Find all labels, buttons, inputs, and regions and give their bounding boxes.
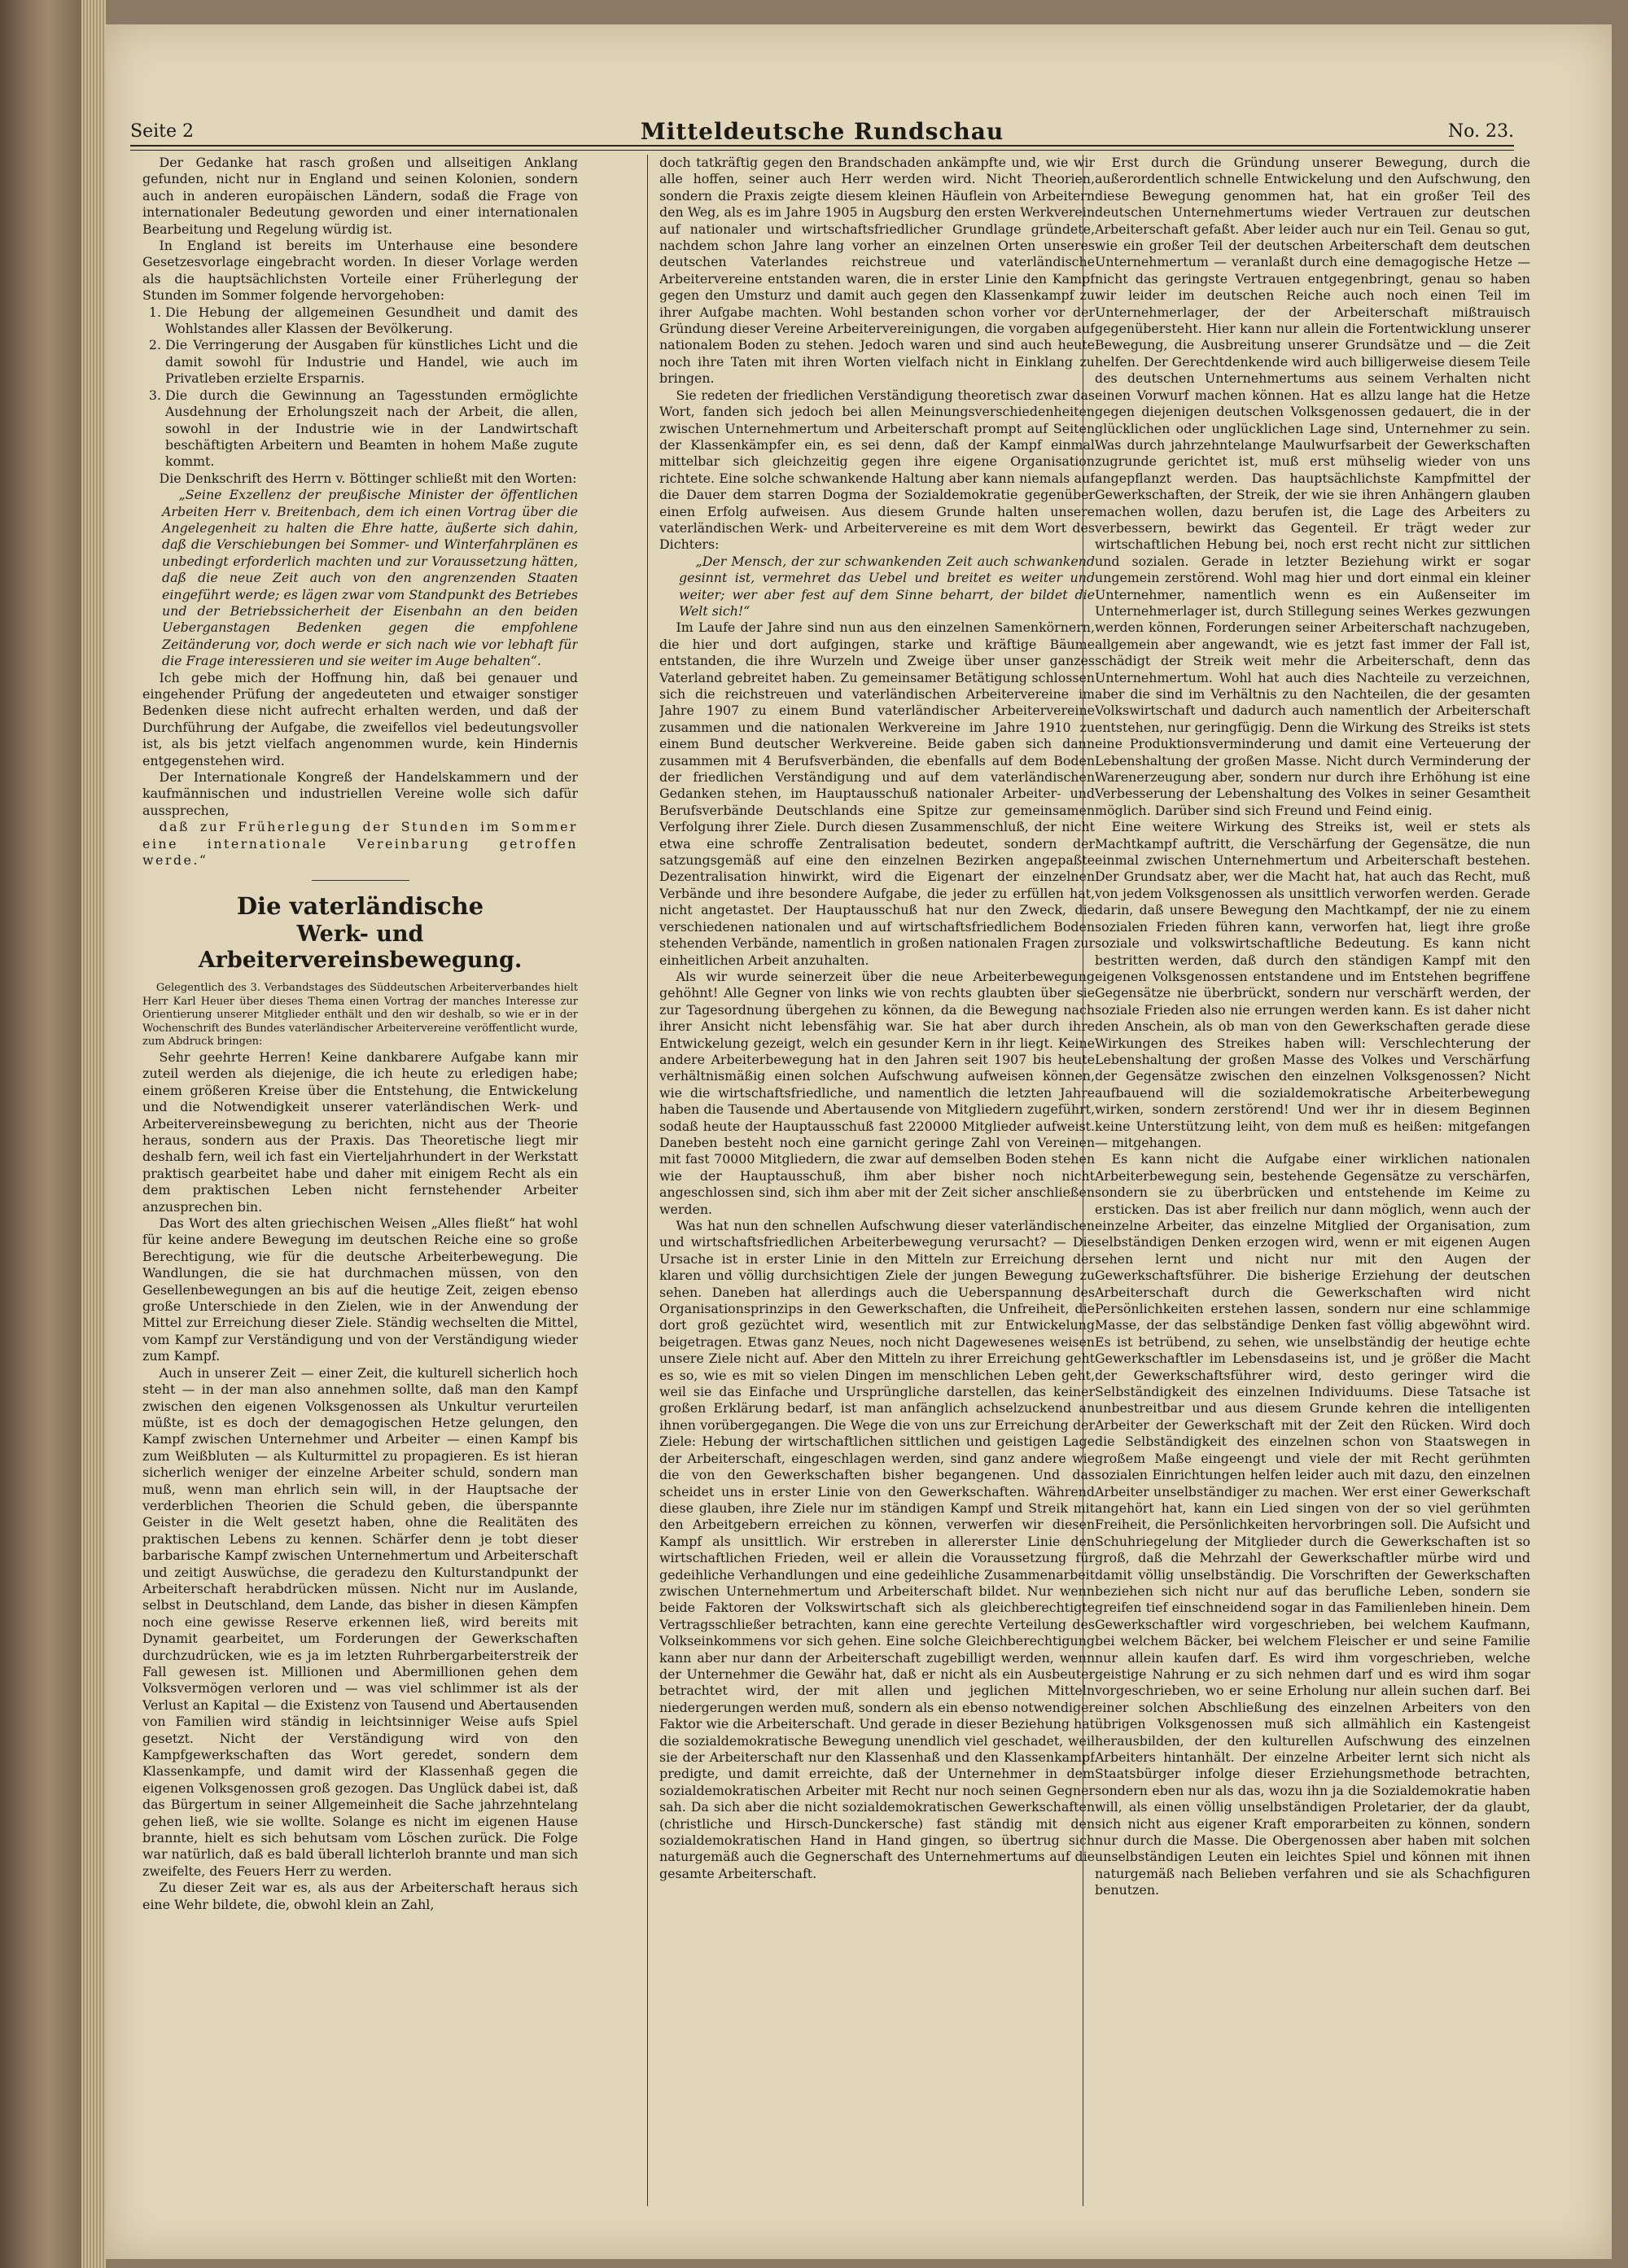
column-2 (659, 155, 1095, 2214)
list-item: 3. Die durch die Gewinnung an Tagesstunden ermöglichte Ausdehnung der Erholungszeit nach der Arbeit, die allen, sowohl in der Industrie wie in der Landwirtschaft beschäftigten Arbeitern und Beamten in hohem Maße zugute kommt. (165, 387, 578, 471)
paragraph: Das Wort des alten griechischen Weisen „Alles fließt“ hat wohl für keine andere Bewegung im deutschen Reiche eine so große Berechtigung, wie für die deutsche Arbeiterbewegung. Die Wandlungen, die sie hat durchmachen müssen, von den Gesellenbewegungen an bis auf die heutige Zeit, zeigen ebenso große Unterschiede in den Zielen, wie in der Anwendung der Mittel zur Erreichung dieser Ziele. Ständig wechselten die Mittel, vom Kampf zur Verständigung und von der Verständigung wieder zum Kampf. (142, 1215, 578, 1364)
article-intro: Gelegentlich des 3. Verbandstages des Süddeutschen Arbeiterverbandes hielt Herr Karl Heuer über dieses Thema einen Vortrag der manches Interesse zur Orientierung unserer Mitglieder enthält und den wir deshalb, so wie er in der Wochenschrift des Bundes vaterländischer Arbeitervereine veröffentlicht wurde, zum Abdruck bringen: (142, 982, 578, 1049)
masthead-title: Mitteldeutsche Rundschau (640, 118, 1004, 145)
paragraph: Ich gebe mich der Hoffnung hin, daß bei genauer und eingehender Prüfung der angedeuteten und etwaiger sonstiger Bedenken diese nicht aufrecht erhalten werden, und daß der Durchführung der Aufgabe, die zweifellos viel bedeutungsvoller ist, als bis jetzt vielfach angenommen wurde, kein Hindernis entgegenstehen wird. (142, 669, 578, 768)
column-divider (647, 155, 648, 2206)
paragraph: Auch in unserer Zeit — einer Zeit, die kulturell sicherlich hoch steht — in der man also annehmen sollte, daß man den Kampf zwischen den eigenen Volksgenossen als Unkultur verurteilen müßte, ist es doch der demagogischen Hetze gelungen, den Kampf zwischen Unternehmer und Arbeiter — einen Kampf bis zum Weißbluten — als Kulturmittel zu propagieren. Es ist hieran sicherlich weniger der einzelne Arbeiter schuld, sondern man muß, wenn man ehrlich sein will, in der Hauptsache der verderblichen Theorien die Schuld geben, die überspannte Geister in die Welt gesetzt haben, ohne die Realitäten des praktischen Lebens zu kennen. Schärfer denn je tobt dieser barbarische Kampf zwischen Unternehmertum und Arbeiterschaft und zeitigt Auswüchse, die geradezu den Kulturstandpunkt der Arbeiterschaft herabdrücken müssen. Nicht nur im Auslande, selbst in Deutschland, dem Lande, das bisher in diesen Kämpfen noch eine gewisse Reserve erkennen ließ, wird bereits mit Dynamit gearbeitet, um Forderungen der Gewerkschaften durchzudrücken, wie es ja im letzten Ruhrbergarbeiterstreik der Fall gewesen ist. Millionen und Abermillionen gehen dem Volksvermögen verloren und — was viel schlimmer ist als der Verlust an Kapital — die Existenz von Tausend und Abertausenden von Familien wird ständig in leichtsinniger Weise aufs Spiel gesetzt. Nicht der Verständigung wird von den Kampfgewerkschaften das Wort geredet, sondern dem Klassenkampfe, und damit wird der Klassenhaß gegen die eigenen Volksgenossen groß gezogen. Das Unglück dabei ist, daß das Bürgertum in seiner Allgemeinheit die Sache jahrzehntelang gehen ließ, wie sie wollte. Solange es nicht im eigenen Hause brannte, hielt es sich behutsam vom Löschen zurück. Die Folge war natürlich, daß es bald überall lichterloh brannte und man sich zweifelte, des Feuers Herr zu werden. (142, 1364, 578, 1879)
paragraph: Was hat nun den schnellen Aufschwung dieser vaterländischen und wirtschaftsfriedlichen Arbeiterbewegung verursacht? — Die Ursache ist in erster Linie in den Mitteln zur Erreichung der klaren und völlig durchsichtigen Ziele der jungen Bewegung zu sehen. Daneben hat allerdings auch die Ueberspannung des Organisationsprinzips in den Gewerkschaften, die Unfreiheit, die dort groß gezüchtet wird, wesentlich mit zur Entwickelung beigetragen. Etwas ganz Neues, noch nicht Dagewesenes weisen unsere Ziele nicht auf. Aber den Mitteln zu ihrer Erreichung geht es so, wie es mit so vielen Dingen im menschlichen Leben geht, weil sie das Einfache und Ursprüngliche darstellen, das keiner großen Erklärung bedarf, ist man anfänglich achselzuckend an ihnen vorübergegangen. Die Wege die von uns zur Erreichung der Ziele: Hebung der wirtschaftlichen sittlichen und geistigen Lage der Arbeiterschaft, eingeschlagen werden, sind ganz andere wie die von den Gewerkschaften bisher begangenen. Und das scheidet uns in erster Linie von den Gewerkschaften. Während diese glauben, ihre Ziele nur im ständigen Kampf und Streik mit den Arbeitgebern erreichen zu können, verwerfen wir diesen Kampf als unsittlich. Wir erstreben in allererster Linie den wirtschaftlichen Frieden, weil er allein die Voraussetzung für gedeihliche Verhandlungen und eine gedeihliche Zusammenarbeit zwischen Unternehmertum und Arbeiterschaft bildet. Nur wenn beide Faktoren der Volkswirtschaft sich als gleichberechtigte Vertragsschließer betrachten, kann eine gerechte Verteilung des Volkseinkommens vor sich gehen. Eine solche Gleichberechtigung kann aber nur dann der Arbeiterschaft zugebilligt werden, wenn der Unternehmer die Gewähr hat, daß er nicht als ein Ausbeuter betrachtet wird, der mit allen und jeglichen Mitteln niedergerungen werden muß, sondern als ein ebenso notwendiger Faktor wie die Arbeiterschaft. Und gerade in dieser Beziehung hat die sozialdemokratische Bewegung unendlich viel geschadet, weil sie der Arbeiterschaft nur den Klassenhaß und den Klassenkampf predigte, und damit erreichte, daß der Unternehmer in dem sozialdemokratischen Arbeiter mit Recht nur noch seinen Gegner sah. Da sich aber die nicht sozialdemokratischen Gewerkschaften (christliche und Hirsch-Dunckersche) fast ständig mit den sozialdemokratischen Hand in Hand gingen, so übertrug sich naturgemäß auch die Gegnerschaft des Unternehmertums auf die gesamte Arbeiterschaft. (659, 1218, 1095, 1881)
paragraph: Im Laufe der Jahre sind nun aus den einzelnen Samenkörnern, die hier und dort aufgingen, starke und kräftige Bäume entstanden, die ihre Wurzeln und Zweige über unser ganzes Vaterland gebreitet haben. Zu gemeinsamer Betätigung schlossen sich die reichstreuen und vaterländischen Arbeitervereine im Jahre 1907 zu einem Bund vaterländischer Arbeitervereine zusammen und die nationalen Werkvereine im Jahre 1910 zu einem Bund deutscher Werkvereine. Beide gaben sich dann zusammen mit 4 Berufsverbänden, die ebenfalls auf dem Boden der friedlichen Verständigung und auf dem vaterländischen Gedanken stehen, im Hauptausschuß nationaler Arbeiter- und Berufsverbände Deutschlands eine Spitze zur gemeinsamen Verfolgung ihrer Ziele. Durch diesen Zusammenschluß, der nicht etwa eine schroffe Zentralisation bedeutet, sondern der satzungsgemäß auf eine den einzelnen Bezirken angepaßte Dezentralisation hinwirkt, wird die Eigenart der einzelnen Verbände und ihre besondere Aufgabe, die jeder zu erfüllen hat, nicht angetastet. Der Hauptausschuß hat nur den Zweck, die verschiedenen nationalen und auf wirtschaftsfriedlichem Boden stehenden Verbände, namentlich in großen nationalen Fragen zur einheitlichen Arbeit anzuhalten. (659, 620, 1095, 968)
article-headline-line2: Werk- und Arbeitervereinsbewegung. (198, 922, 523, 974)
list-item: 1. Die Hebung der allgemeinen Gesundheit und damit des Wohlstandes aller Klassen der Bevölkerung. (165, 304, 578, 338)
paragraph: In England ist bereits im Unterhause eine besondere Gesetzesvorlage eingebracht worden. In dieser Vorlage werden als die hauptsächlichsten Vorteile einer Früherlegung der Stunden im Sommer folgende hervorgehoben: (142, 238, 578, 304)
resolution-text: daß zur Früherlegung der Stunden im Sommer eine internationale Vereinbarung getroffen werde.“ (142, 819, 578, 869)
paragraph: Zu dieser Zeit war es, als aus der Arbeiterschaft heraus sich eine Wehr bildete, die, obwohl klein an Zahl, (142, 1880, 578, 1912)
paragraph: Eine weitere Wirkung des Streiks ist, weil er stets als Machtkampf auftritt, die Verschärfung der Gegensätze, die nun einmal zwischen Unternehmertum und Arbeiterschaft bestehen. Der Grundsatz aber, wer die Macht hat, hat auch das Recht, muß von jedem Volksgenossen als unsittlich verworfen werden. Gerade darin, daß unsere Bewegung den Machtkampf, der nie zu einem sozialen Frieden führen kann, verworfen hat, liegt ihre große soziale und volkswirtschaftliche Bedeutung. Es kann nicht bestritten werden, daß durch den ständigen Kampf mit den eigenen Volksgenossen entstandene und im Entstehen begriffene Gegensätze nie überbrückt, sondern nur verschärft werden, der soziale Frieden also nie errungen werden kann. Es ist daher nicht den Anschein, als ob man von den Gewerkschaften gerade diese Wirkungen des Streikes haben will: Verschlechterung der Lebenshaltung der großen Masse des Volkes und Verschärfung der Gegensätze zwischen den einzelnen Volksgenossen? Nicht aufbauend will die sozialdemokratische Arbeiterbewegung wirken, sondern zerstörend! Und wer ihr in diesem Beginnen keine Unterstützung leiht, von dem muß es heißen: mitgefangen — mitgehangen. (1095, 819, 1530, 1150)
paragraph: Es kann nicht die Aufgabe einer wirklichen nationalen Arbeiterbewegung sein, bestehende Gegensätze zu verschärfen, sondern sie zu überbrücken und entstehende im Keime zu ersticken. Das ist aber freilich nur dann möglich, wenn auch der einzelne Arbeiter, das einzelne Mitglied der Organisation, zum selbständigen Denken erzogen wird, wenn er mit eigenen Augen sehen lernt und nicht nur mit den Augen der Gewerkschaftsführer. Die bisherige Erziehung der deutschen Arbeiterschaft durch die Gewerkschaften wird nicht Persönlichkeiten erstehen lassen, sondern nur eine schlammige Masse, der das selbständige Denken fast völlig abgewöhnt wird. Es ist betrübend, zu sehen, wie unselbständig der heutige echte Gewerkschaftler im Lebensdaseins ist, und je größer die Macht der Gewerkschaftsführer wird, desto geringer wird die Selbständigkeit des einzelnen Individuums. Diese Tatsache ist unbestreitbar und aus diesem Grunde kehren die intelligenten Arbeiter der Gewerkschaft mit der Zeit den Rücken. Wird doch die Selbständigkeit des einzelnen schon von Staatswegen in großem Maße eingeengt und viele der mit Recht gerühmten sozialen Einrichtungen helfen leider auch mit dazu, den einzelnen Arbeiter unselbständiger zu machen. Wer erst einer Gewerkschaft angehört hat, kann ein Lied singen von der so viel gerühmten Freiheit, die Persönlichkeiten hervorbringen soll. Die Aufsicht und Schuhriegelung der Mitglieder durch die Gewerkschaften ist so groß, daß die Mehrzahl der Gewerkschaftler mürbe wird und damit völlig unselbständig. Die Vorschriften der Gewerkschaften beziehen sich nicht nur auf das berufliche Leben, sondern sie greifen tief einschneidend sogar in das Familienleben hinein. Dem Gewerkschaftler wird vorgeschrieben, bei welchem Kaufmann, bei welchem Bäcker, bei welchem Fleischer er und seine Familie nur allein kaufen darf. Es wird ihm vorgeschrieben, welche geistige Nahrung er zu sich nehmen darf und es wird ihm sogar vorgeschrieben, wo er seine Erholung nur allein suchen darf. Bei einer solchen Abschließung des einzelnen Arbeiters von den übrigen Volksgenossen muß sich allmählich ein Kastengeist herausbilden, der den kulturellen Aufschwung des einzelnen Arbeiters hintanhält. Der einzelne Arbeiter lernt sich nicht als Staatsbürger infolge dieser Erziehungsmethode betrachten, sondern eben nur als das, wozu ihn ja die Sozialdemokratie haben will, als einen völlig unselbständigen Proletarier, der da glaubt, sich nicht aus eigener Kraft emporarbeiten zu können, sondern nur durch die Masse. Die Obergenossen aber haben mit solchen unselbständigen Leuten ein leichtes Spiel und können mit ihnen naturgemäß nach Belieben verfahren und sie als Schachfiguren benutzen. (1095, 1151, 1530, 1898)
column-1 (142, 155, 578, 2214)
page-edges (81, 0, 106, 2268)
column-3 (1095, 155, 1530, 2214)
paragraph: Erst durch die Gründung unserer Bewegung, durch die außerordentlich schnelle Entwickelung und den Aufschwung, den diese Bewegung genommen hat, hat ein großer Teil des deutschen Unternehmertums wieder Vertrauen zur deutschen Arbeiterschaft gefaßt. Aber leider auch nur ein Teil. Genau so gut, wie ein großer Teil der deutschen Arbeiterschaft dem deutschen Unternehmertum — veranlaßt durch eine demagogische Hetze — nicht das geringste Vertrauen entgegenbringt, genau so haben wir leider im deutschen Reiche auch noch einen Teil im Unternehmerlager, der der Arbeiterschaft mißtrauisch gegenübersteht. Hier kann nur allein die Fortentwicklung unserer Bewegung, die Ausbreitung unserer Grundsätze und — die Zeit helfen. Der Gerechtdenkende wird auch billigerweise diesem Teile des deutschen Unternehmertums aus seinem Verhalten nicht einen Vorwurf machen können. Hat es allzu lange hat die Hetze gegen diejenigen deutschen Volksgenossen gedauert, die in der glücklichen oder unglücklichen Lage sind, Unternehmer zu sein. Was durch jahrzehntelange Maulwurfsarbeit der Gewerkschaften zugrunde gerichtet ist, muß erst mühselig wieder von uns angepflanzt werden. Das hauptsächlichste Kampfmittel der Gewerkschaften, der Streik, der wie sie ihren Anhängern glauben machen wollen, dazu berufen ist, die Lage des Arbeiters zu verbessern, bewirkt das Gegenteil. Er trägt weder zur wirtschaftlichen Hebung bei, noch erst recht nicht zur sittlichen und sozialen. Gerade in letzter Beziehung wirkt er sogar ungemein zerstörend. Wohl mag hier und dort einmal ein kleiner Unternehmer, namentlich wenn es ein Außenseiter im Unternehmerlager ist, durch Stillegung seines Werkes gezwungen werden können, Forderungen seiner Arbeiterschaft nachzugeben, allgemein aber angewandt, wie es jetzt fast immer der Fall ist, schädigt der Streik weit mehr die Arbeiterschaft, denn das Unternehmertum. Wohl hat auch dies Nachteile zu verzeichnen, aber die sind im Verhältnis zu den Nachteilen, die der gesamten Volkswirtschaft und dadurch auch namentlich der Arbeiterschaft entstehen, nur geringfügig. Denn die Wirkung des Streiks ist stets eine Produktionsverminderung und damit eine Verteuerung der Lebenshaltung der großen Masse. Nicht durch Verminderung der Warenerzeugung aber, sondern nur durch ihre Erhöhung ist eine Verbesserung der Lebenshaltung des Volkes in seiner Gesamtheit möglich. Darüber sind sich Freund und Feind einig. (1095, 155, 1530, 818)
page-number: Seite 2 (130, 121, 194, 142)
paragraph: Der Gedanke hat rasch großen und allseitigen Anklang gefunden, nicht nur in England und seinen Kolonien, sondern auch in anderen europäischen Ländern, sodaß die Frage von internationaler Bedeutung geworden und einer internationalen Bearbeitung und Regelung würdig ist. (142, 155, 578, 237)
header-rule (130, 145, 1514, 151)
paragraph: Sehr geehrte Herren! Keine dankbarere Aufgabe kann mir zuteil werden als diejenige, die ich heute zu erledigen habe; einem größeren Kreise über die Entstehung, die Entwickelung und die Notwendigkeit unserer vaterländischen Werk- und Arbeitervereinsbewegung zu berichten, nicht aus der Theorie heraus, sondern aus der Praxis. Das Theoretische liegt mir deshalb fern, weil ich fast ein Vierteljahrhundert in der Werkstatt praktisch gearbeitet habe und daher mit einigem Recht als ein dem praktischen Leben nicht fernstehender Arbeiter anzusprechen bin. (142, 1049, 578, 1215)
paragraph: doch tatkräftig gegen den Brandschaden ankämpfte und, wie wir alle hoffen, seiner auch Herr werden wird. Nicht Theorien, sondern die Praxis zeigte diesem kleinen Häuflein von Arbeitern den Weg, als es im Jahre 1905 in Augsburg den ersten Werkverein auf nationaler und wirtschaftsfriedlicher Grundlage gründete, nachdem schon Jahre lang vorher an einzelnen Orten unseres deutschen Vaterlandes reichstreue und vaterländische Arbeitervereine entstanden waren, die in erster Linie den Kampf gegen den Umsturz und damit auch gegen den Klassenkampf zu ihrer Aufgabe machten. Wohl bestanden schon vorher vor der Gründung dieser Vereine Arbeitervereinigungen, die vorgaben auf nationalem Boden zu stehen. Jedoch waren und sind auch heute noch ihre Taten mit ihren Worten vielfach nicht in Einklang zu bringen. (659, 155, 1095, 387)
benefits-list (142, 304, 578, 471)
paragraph: Der Internationale Kongreß der Handelskammern und der kaufmännischen und industriellen Vereine wolle sich dafür aussprechen, (142, 769, 578, 818)
list-item: 2. Die Verringerung der Ausgaben für künstliches Licht und die damit sowohl für Industrie und Handel, wie auch im Privatleben erzielte Ersparnis. (165, 337, 578, 387)
book-binding (0, 0, 81, 2268)
quotation: „Der Mensch, der zur schwankenden Zeit auch schwankend gesinnt ist, vermehret das Uebel und breitet es weiter und weiter; wer aber fest auf dem Sinne beharrt, der bildet die Welt sich!“ (679, 553, 1095, 619)
paragraph: Als wir wurde seinerzeit über die neue Arbeiterbewegung gehöhnt! Alle Gegner von links wie von rechts glaubten über sie zur Tagesordnung übergehen zu können, da die Bewegung nach ihrer Ansicht nicht lebensfähig war. Sie hat aber durch ihre Entwickelung gezeigt, welch ein gesunder Kern in ihr liegt. Keine andere Arbeiterbewegung hat in den Jahren seit 1907 bis heute verhältnismäßig einen solchen Aufschwung aufweisen können, wie die wirtschaftsfriedliche, und namentlich die letzten Jahre haben die Tausende und Abertausende von Mitgliedern zugeführt, sodaß heute der Hauptausschuß fast 220000 Mitglieder aufweist. Daneben besteht noch eine garnicht geringe Zahl von Vereinen mit fast 70000 Mitgliedern, die zwar auf demselben Boden stehen wie der Hauptausschuß, ihm aber bisher noch nicht angeschlossen sind, sich ihm aber mit der Zeit sicher anschließen werden. (659, 968, 1095, 1217)
issue-number: No. 23. (1447, 121, 1514, 142)
quotation: „Seine Exzellenz der preußische Minister der öffentlichen Arbeiten Herr v. Breitenbach, dem ich einen Vortrag über die Angelegenheit zu halten die Ehre hatte, äußerte sich dahin, daß die Verschiebungen bei Sommer- und Winterfahrplänen es unbedingt erforderlich machten und zur Voraussetzung hätten, daß die neue Zeit auch von den angrenzenden Staaten eingeführt werde; es lägen zwar vom Standpunkt des Betriebes und der Betriebssicherheit der Eisenbahn an den beiden Ueberganstagen Bedenken gegen die empfohlene Zeitänderung vor, doch werde er sich nach wie vor lebhaft für die Frage interessieren und sie weiter im Auge behalten“. (162, 487, 578, 669)
article-headline: Die vaterländische (236, 892, 484, 921)
paragraph: Sie redeten der friedlichen Verständigung theoretisch zwar das Wort, fanden sich jedoch bei allen Meinungsverschiedenheiten zwischen Unternehmertum und Arbeiterschaft prompt auf Seiten der Klassenkämpfer ein, es sei denn, daß der Kampf einmal mittelbar sich gleichzeitig gegen ihre eigene Organisation richtete. Eine solche schwankende Haltung aber kann niemals auf die Dauer dem starren Dogma der Sozialdemokratie gegenüber einen Erfolg aufweisen. Aus diesem Grunde halten unsere vaterländischen Werk- und Arbeitervereine es mit dem Wort des Dichters: (659, 387, 1095, 553)
section-separator (312, 880, 409, 881)
paragraph: Die Denkschrift des Herrn v. Böttinger schließt mit den Worten: (159, 470, 577, 486)
